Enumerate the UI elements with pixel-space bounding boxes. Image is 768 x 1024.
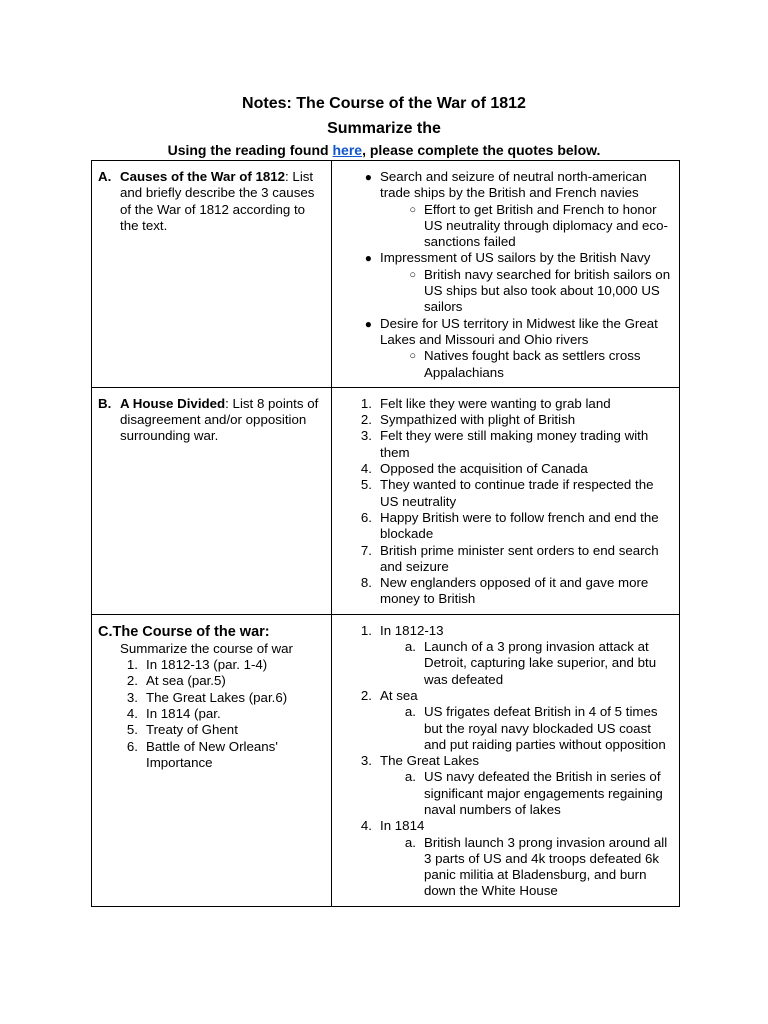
list-item: 4. In 1814 (par. <box>126 705 221 721</box>
section-subheading-c: Summarize the course of war <box>120 640 293 656</box>
section-letter-a: A. <box>98 169 112 184</box>
hollow-bullet-icon: ○ <box>409 350 416 363</box>
list-item: 3. The Great Lakes <box>360 753 480 769</box>
section-prompt-b: : List 8 points of disagreement and/or opposition surrounding war. <box>120 395 319 444</box>
section-letter-b: B. <box>98 395 112 411</box>
bullet-icon: ● <box>364 316 372 331</box>
list-item: a. British launch 3 prong invasion around all 3 parts of US and 4k troops defeated 6k panic militia at Bladensburg, and burn down the White House <box>404 834 668 899</box>
list-item: 4. In 1814 <box>360 818 425 834</box>
prompt-cell-b <box>92 387 332 614</box>
section-prompt-a: : List and briefly describe the 3 causes of the War of 1812 according to the text. <box>120 169 315 233</box>
row-a <box>92 161 680 388</box>
section-heading-a: Causes of the War of 1812 <box>120 169 286 184</box>
page-subtitle: Summarize the <box>327 120 441 137</box>
prompt-cell-c <box>92 614 332 906</box>
reading-link[interactable]: here <box>332 142 363 158</box>
list-item: 4. Opposed the acquisition of Canada <box>360 461 588 477</box>
list-item: 5. They wanted to continue trade if respected the US neutrality <box>360 477 654 509</box>
hollow-bullet-icon: ○ <box>409 203 416 216</box>
instruction-text-before: Using the reading found <box>167 142 333 158</box>
answer-cell-a[interactable] <box>332 161 680 388</box>
list-item: ● Desire for US territory in Midwest like the Great Lakes and Missouri and Ohio rivers <box>354 316 673 349</box>
list-item: 1. In 1812-13 <box>360 622 444 638</box>
hollow-bullet-icon: ○ <box>409 268 416 281</box>
bullet-icon: ● <box>364 170 372 184</box>
list-item: ○ Natives fought back as settlers cross Appalachians <box>398 348 673 381</box>
answer-cell-c[interactable] <box>332 614 680 906</box>
list-item: ● Impressment of US sailors by the British Navy <box>354 250 673 266</box>
answer-cell-b[interactable] <box>332 387 680 614</box>
list-item: 1. In 1812-13 (par. 1-4) <box>126 657 268 673</box>
list-item: 7. British prime minister sent orders to end search and seizure <box>360 542 659 574</box>
list-item: 8. New englanders opposed of it and gave more money to British <box>360 575 649 607</box>
instruction-text-after: , please complete the quotes below. <box>362 142 601 158</box>
section-heading-b: A House Divided <box>120 395 226 411</box>
list-item: 5. Treaty of Ghent <box>126 722 238 738</box>
row-c <box>92 614 680 906</box>
list-item: a. US frigates defeat British in 4 of 5 times but the royal navy blockaded US coast and put raiding parties without opposition <box>404 704 666 752</box>
notes-table <box>91 160 680 907</box>
list-item: a. US navy defeated the British in series of significant major engagements regaining naval numbers of lakes <box>404 769 663 817</box>
bullet-icon: ● <box>364 251 372 266</box>
list-item: 2. Sympathized with plight of British <box>360 412 576 428</box>
page-title: Notes: The Course of the War of 1812 <box>242 95 526 112</box>
list-item: 1. Felt like they were wanting to grab land <box>360 395 611 411</box>
list-item: 6. Happy British were to follow french and end the blockade <box>360 509 659 542</box>
list-item: ○ Effort to get British and French to honor US neutrality through diplomacy and eco-sanctions failed <box>398 202 673 251</box>
section-heading-c: C.The Course of the war: <box>98 623 270 640</box>
list-item: 3. Felt they were still making money trading with them <box>360 428 649 460</box>
row-b <box>92 387 680 614</box>
list-item: 6. Battle of New Orleans' Importance <box>126 738 278 770</box>
list-item: ● Search and seizure of neutral north-american trade ships by the British and French navies <box>354 169 673 202</box>
prompt-cell-a <box>92 161 332 388</box>
list-item: a. Launch of a 3 prong invasion attack at Detroit, capturing lake superior, and btu was defeated <box>404 639 657 687</box>
list-item: ○ British navy searched for british sailors on US ships but also took about 10,000 US sailors <box>398 267 673 316</box>
instructions <box>0 141 768 159</box>
list-item: 2. At sea <box>360 687 418 703</box>
list-item: 3. The Great Lakes (par.6) <box>126 689 288 705</box>
list-item: 2. At sea (par.5) <box>126 673 226 689</box>
